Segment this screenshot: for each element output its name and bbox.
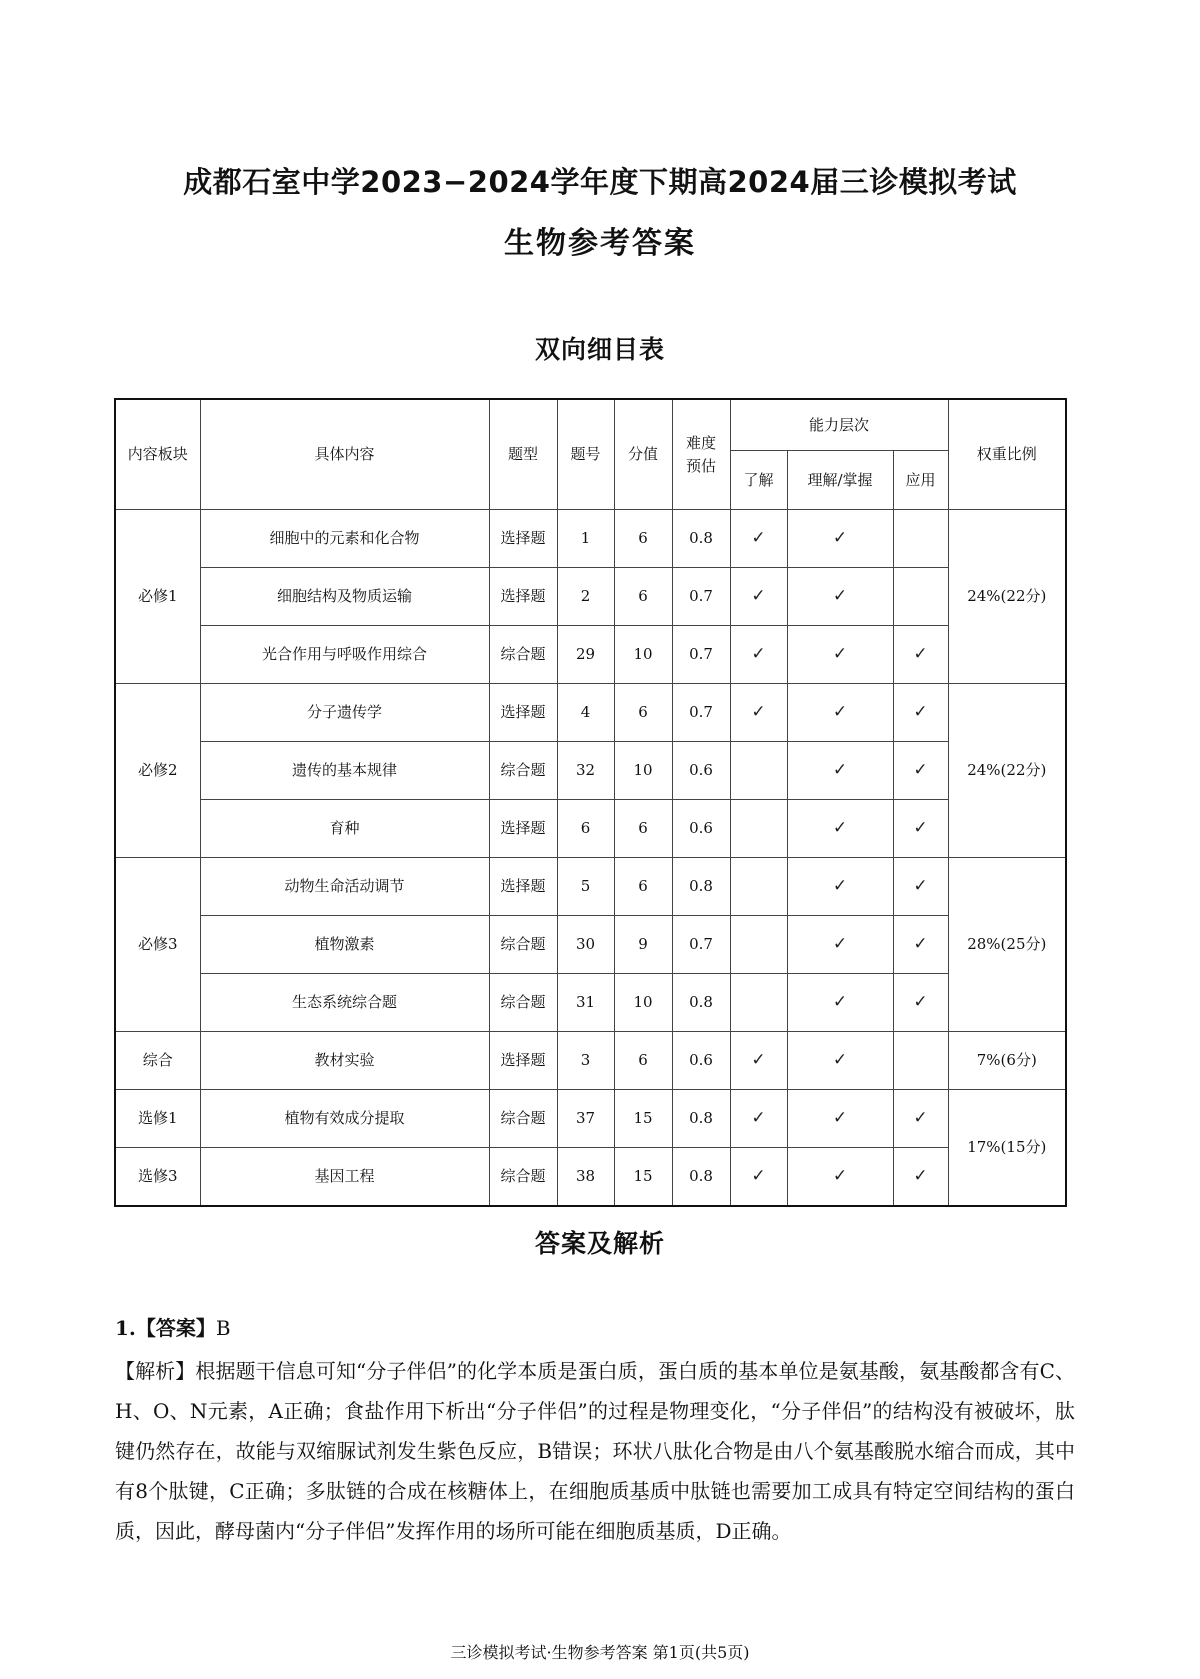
cell-ability-0	[730, 800, 787, 858]
answers-section-title: 答案及解析	[534, 1229, 665, 1258]
check-mark-icon: ✓	[751, 1049, 766, 1070]
cell-type: 选择题	[489, 568, 557, 626]
cell-ability-0	[730, 742, 787, 800]
check-mark-icon: ✓	[913, 817, 928, 838]
check-mark-icon: ✓	[913, 701, 928, 722]
cell-ability-0	[730, 510, 787, 568]
cell-type: 综合题	[489, 974, 557, 1032]
cell-block: 必修2	[115, 684, 200, 858]
cell-difficulty: 0.8	[672, 858, 730, 916]
check-mark-icon: ✓	[751, 527, 766, 548]
cell-ability-1	[787, 1148, 893, 1207]
cell-block: 必修3	[115, 858, 200, 1032]
cell-ability-2	[893, 916, 948, 974]
cell-ability-0	[730, 1032, 787, 1090]
header-difficulty	[672, 399, 730, 510]
cell-ability-1	[787, 684, 893, 742]
cell-type: 综合题	[489, 916, 557, 974]
check-mark-icon: ✓	[913, 759, 928, 780]
header-difficulty-line1: 难度	[685, 434, 716, 452]
check-mark-icon: ✓	[832, 991, 848, 1012]
cell-content: 基因工程	[200, 1148, 489, 1207]
cell-type: 选择题	[489, 684, 557, 742]
cell-score: 10	[614, 626, 672, 684]
cell-difficulty: 0.7	[672, 568, 730, 626]
cell-difficulty: 0.7	[672, 684, 730, 742]
cell-ability-2	[893, 742, 948, 800]
table-row	[115, 1090, 1066, 1148]
cell-difficulty: 0.6	[672, 800, 730, 858]
check-mark-icon: ✓	[832, 527, 848, 548]
table-row	[115, 800, 1066, 858]
table-body	[115, 510, 1066, 1207]
check-mark-icon: ✓	[751, 585, 766, 606]
cell-ability-2	[893, 1148, 948, 1207]
cell-ability-1	[787, 510, 893, 568]
cell-ability-2	[893, 974, 948, 1032]
cell-content: 分子遗传学	[200, 684, 489, 742]
cell-type: 选择题	[489, 510, 557, 568]
cell-ability-2	[893, 684, 948, 742]
check-mark-icon: ✓	[832, 1165, 848, 1186]
cell-content: 细胞结构及物质运输	[200, 568, 489, 626]
cell-number: 29	[557, 626, 614, 684]
cell-score: 15	[614, 1148, 672, 1207]
cell-number: 6	[557, 800, 614, 858]
cell-ability-2	[893, 626, 948, 684]
check-mark-icon: ✓	[832, 1107, 848, 1128]
header-weight: 权重比例	[948, 399, 1066, 510]
table-row	[115, 626, 1066, 684]
cell-difficulty: 0.8	[672, 1090, 730, 1148]
check-mark-icon: ✓	[751, 643, 766, 664]
page-footer: 三诊模拟考试·生物参考答案 第1页(共5页)	[450, 1643, 750, 1662]
cell-weight: 7%(6分)	[948, 1032, 1066, 1090]
cell-score: 6	[614, 568, 672, 626]
cell-score: 10	[614, 974, 672, 1032]
cell-block: 必修1	[115, 510, 200, 684]
check-mark-icon: ✓	[832, 701, 848, 722]
cell-ability-1	[787, 858, 893, 916]
cell-type: 综合题	[489, 742, 557, 800]
cell-number: 2	[557, 568, 614, 626]
check-mark-icon: ✓	[832, 585, 848, 606]
cell-ability-2	[893, 510, 948, 568]
table-row	[115, 1032, 1066, 1090]
cell-block: 选修1	[115, 1090, 200, 1148]
cell-ability-1	[787, 568, 893, 626]
check-mark-icon: ✓	[913, 875, 928, 896]
cell-ability-0	[730, 858, 787, 916]
cell-ability-0	[730, 974, 787, 1032]
answer-1-value: B	[215, 1316, 231, 1340]
cell-score: 6	[614, 510, 672, 568]
cell-content: 植物有效成分提取	[200, 1090, 489, 1148]
cell-ability-0	[730, 626, 787, 684]
check-mark-icon: ✓	[832, 1049, 848, 1070]
cell-number: 5	[557, 858, 614, 916]
table-section-title: 双向细目表	[534, 335, 665, 364]
cell-ability-2	[893, 858, 948, 916]
check-mark-icon: ✓	[832, 759, 848, 780]
cell-type: 综合题	[489, 1090, 557, 1148]
table-row	[115, 510, 1066, 568]
check-mark-icon: ✓	[832, 875, 848, 896]
cell-number: 31	[557, 974, 614, 1032]
cell-number: 32	[557, 742, 614, 800]
cell-number: 3	[557, 1032, 614, 1090]
check-mark-icon: ✓	[913, 1107, 928, 1128]
header-number: 题号	[557, 399, 614, 510]
table-row	[115, 568, 1066, 626]
cell-ability-0	[730, 568, 787, 626]
cell-score: 9	[614, 916, 672, 974]
cell-type: 综合题	[489, 1148, 557, 1207]
cell-type: 选择题	[489, 800, 557, 858]
cell-ability-0	[730, 1148, 787, 1207]
cell-number: 30	[557, 916, 614, 974]
table-row	[115, 684, 1066, 742]
cell-type: 综合题	[489, 626, 557, 684]
answer-1-heading	[115, 1308, 1075, 1348]
cell-content: 光合作用与呼吸作用综合	[200, 626, 489, 684]
check-mark-icon: ✓	[751, 1107, 766, 1128]
check-mark-icon: ✓	[913, 991, 928, 1012]
header-content: 具体内容	[200, 399, 489, 510]
cell-type: 选择题	[489, 1032, 557, 1090]
cell-difficulty: 0.6	[672, 742, 730, 800]
cell-difficulty: 0.8	[672, 1148, 730, 1207]
cell-ability-0	[730, 684, 787, 742]
answer-1-analysis: 【解析】根据题干信息可知“分子伴侣”的化学本质是蛋白质，蛋白质的基本单位是氨基酸，氨基酸都含有C、H、O、N元素，A正确；食盐作用下析出“分子伴侣”的过程是物理变化，“分子伴侣”的结构没有被破坏，肽键仍然存在，故能与双缩脲试剂发生紫色反应，B错误；环状八肽化合物是由八个氨基酸脱水缩合而成，其中有8个肽键，C正确；多肽链的合成在核糖体上，在细胞质基质中肽链也需要加工成具有特定空间结构的蛋白质，因此，酵母菌内“分子伴侣”发挥作用的场所可能在细胞质基质，D正确。	[115, 1359, 1075, 1543]
cell-ability-1	[787, 742, 893, 800]
cell-score: 6	[614, 1032, 672, 1090]
cell-ability-2	[893, 568, 948, 626]
cell-score: 6	[614, 684, 672, 742]
cell-ability-2	[893, 800, 948, 858]
cell-block: 选修3	[115, 1148, 200, 1207]
cell-number: 38	[557, 1148, 614, 1207]
check-mark-icon: ✓	[751, 1165, 766, 1186]
cell-content: 植物激素	[200, 916, 489, 974]
cell-score: 10	[614, 742, 672, 800]
cell-score: 6	[614, 858, 672, 916]
check-mark-icon: ✓	[913, 933, 928, 954]
cell-content: 育种	[200, 800, 489, 858]
header-ability: 能力层次	[730, 399, 948, 451]
cell-ability-2	[893, 1090, 948, 1148]
cell-ability-1	[787, 800, 893, 858]
table-row	[115, 742, 1066, 800]
cell-content: 生态系统综合题	[200, 974, 489, 1032]
answer-1-label: 1.【答案】	[115, 1316, 216, 1340]
cell-weight: 28%(25分)	[948, 858, 1066, 1032]
check-mark-icon: ✓	[751, 701, 766, 722]
cell-ability-1	[787, 974, 893, 1032]
cell-ability-0	[730, 1090, 787, 1148]
exam-title: 成都石室中学2023−2024学年度下期高2024届三诊模拟考试	[183, 165, 1017, 199]
cell-content: 遗传的基本规律	[200, 742, 489, 800]
cell-score: 15	[614, 1090, 672, 1148]
header-ability-master: 理解/掌握	[787, 451, 893, 510]
header-difficulty-line2: 预估	[685, 456, 716, 475]
cell-weight: 17%(15分)	[948, 1090, 1066, 1207]
cell-number: 1	[557, 510, 614, 568]
check-mark-icon: ✓	[832, 643, 848, 664]
cell-number: 4	[557, 684, 614, 742]
specification-table	[114, 398, 1067, 1207]
cell-block: 综合	[115, 1032, 200, 1090]
cell-ability-1	[787, 1090, 893, 1148]
table-row	[115, 974, 1066, 1032]
header-ability-understand: 了解	[730, 451, 787, 510]
cell-ability-2	[893, 1032, 948, 1090]
check-mark-icon: ✓	[913, 1165, 928, 1186]
cell-type: 选择题	[489, 858, 557, 916]
answer-key-title: 生物参考答案	[504, 226, 696, 261]
check-mark-icon: ✓	[832, 933, 848, 954]
cell-difficulty: 0.8	[672, 510, 730, 568]
header-block: 内容板块	[115, 399, 200, 510]
cell-content: 动物生命活动调节	[200, 858, 489, 916]
cell-score: 6	[614, 800, 672, 858]
table-row	[115, 1148, 1066, 1207]
check-mark-icon: ✓	[913, 643, 928, 664]
cell-ability-0	[730, 916, 787, 974]
cell-number: 37	[557, 1090, 614, 1148]
cell-difficulty: 0.8	[672, 974, 730, 1032]
cell-difficulty: 0.7	[672, 916, 730, 974]
table-row	[115, 858, 1066, 916]
table-row	[115, 916, 1066, 974]
cell-weight: 24%(22分)	[948, 510, 1066, 684]
cell-difficulty: 0.7	[672, 626, 730, 684]
cell-ability-1	[787, 1032, 893, 1090]
cell-content: 细胞中的元素和化合物	[200, 510, 489, 568]
cell-weight: 24%(22分)	[948, 684, 1066, 858]
cell-difficulty: 0.6	[672, 1032, 730, 1090]
header-ability-apply: 应用	[893, 451, 948, 510]
header-score: 分值	[614, 399, 672, 510]
cell-ability-1	[787, 626, 893, 684]
check-mark-icon: ✓	[832, 817, 848, 838]
cell-content: 教材实验	[200, 1032, 489, 1090]
header-type: 题型	[489, 399, 557, 510]
cell-ability-1	[787, 916, 893, 974]
